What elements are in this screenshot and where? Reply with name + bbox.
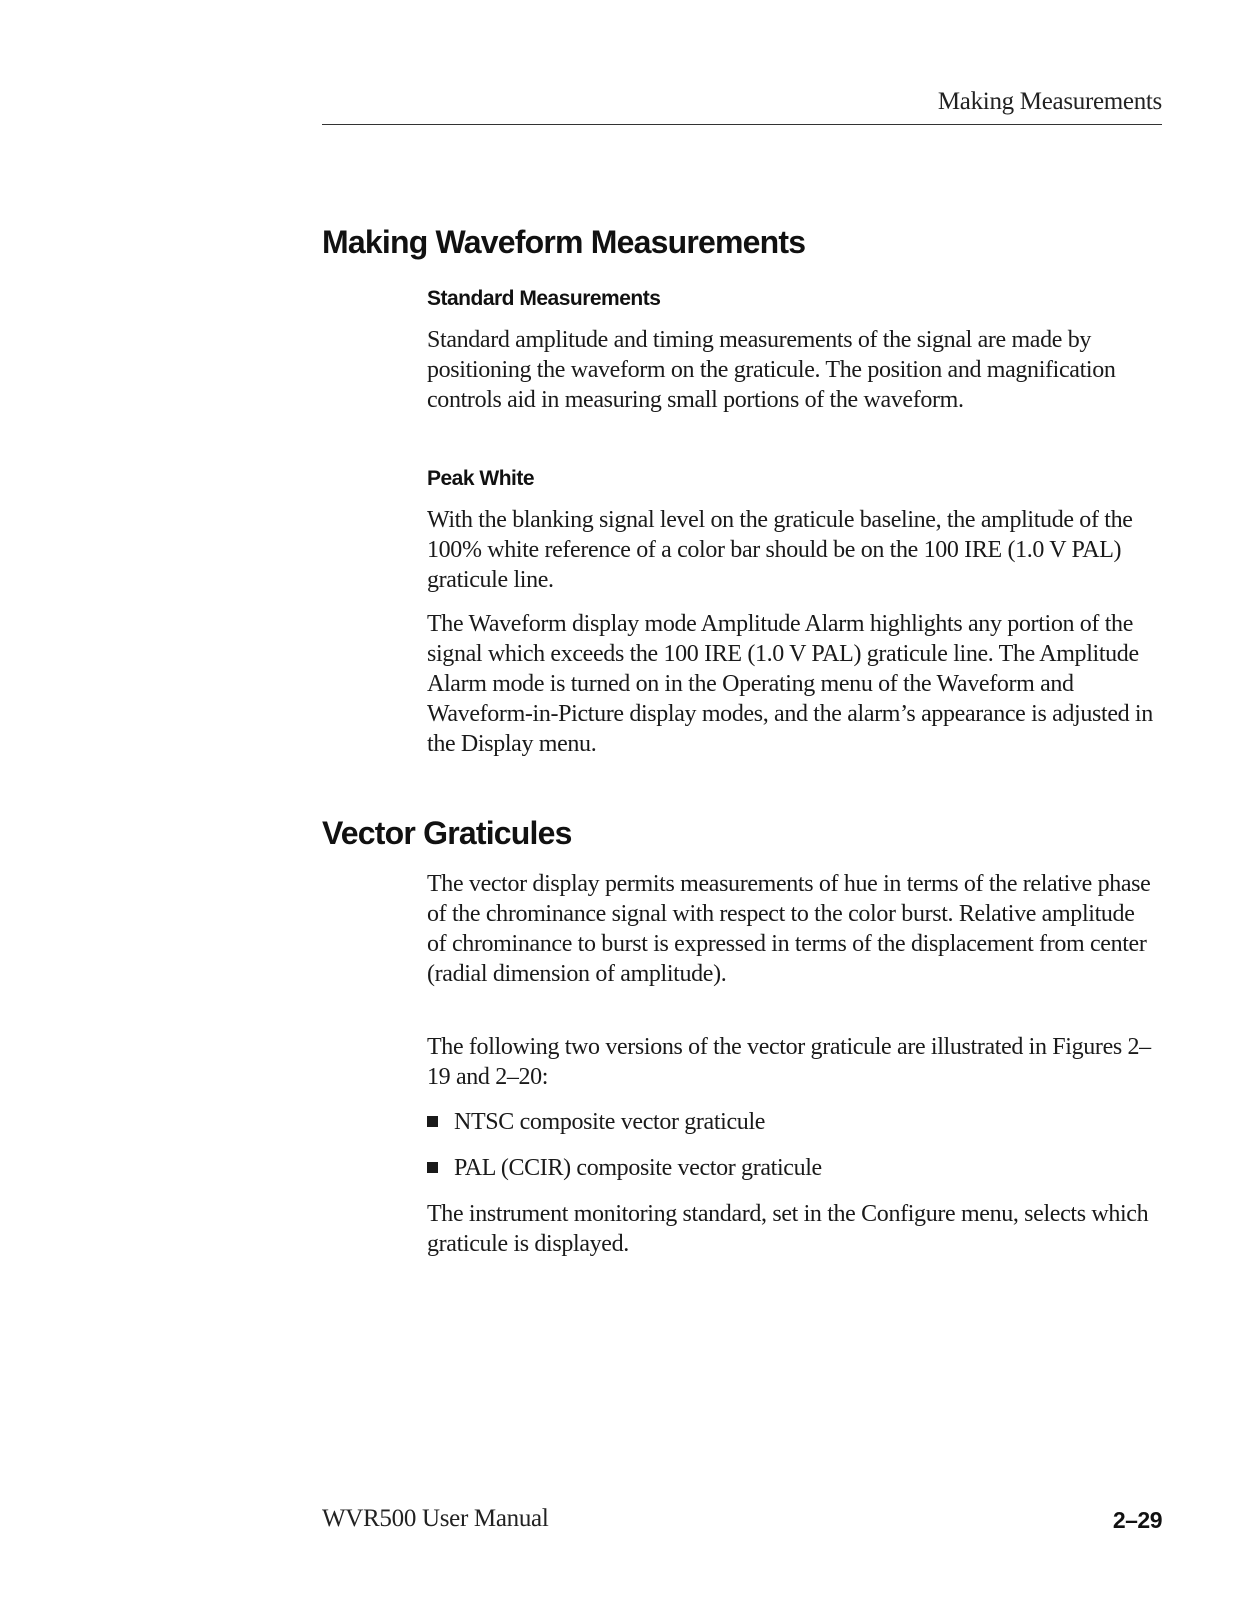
list-item-text: PAL (CCIR) composite vector graticule <box>454 1155 822 1181</box>
paragraph-graticule-versions: The following two versions of the vector graticule are illustrated in Figures 2–19 and 2–20: <box>427 1034 1151 1090</box>
list-item <box>427 1153 1157 1183</box>
footer-manual-name: WVR500 User Manual <box>322 1505 549 1532</box>
section-title-vector-graticules: Vector Graticules <box>322 815 572 851</box>
bullet-square-icon <box>427 1162 438 1173</box>
list-item-text: NTSC composite vector graticule <box>454 1109 766 1135</box>
paragraph-monitoring-standard: The instrument monitoring standard, set in the Configure menu, selects which graticule is displayed. <box>427 1201 1149 1257</box>
running-header: Making Measurements <box>937 88 1162 115</box>
subsection-title-peak-white: Peak White <box>427 467 535 490</box>
paragraph-standard-measurements: Standard amplitude and timing measurements of the signal are made by positioning the waveform on the graticule. The position and magnification controls aid in measuring small portions of the waveform. <box>427 327 1116 413</box>
bullet-square-icon <box>427 1116 438 1127</box>
paragraph-vector-display: The vector display permits measurements of hue in terms of the relative phase of the chrominance signal with respect to the color burst. Relative amplitude of chrominance to burst is expressed in terms of the displacement from center (radial dimension of amplitude). <box>427 871 1151 987</box>
paragraph-peak-white-1: With the blanking signal level on the graticule baseline, the amplitude of the 100% white reference of a color bar should be on the 100 IRE (1.0 V PAL) graticule line. <box>427 507 1133 593</box>
paragraph-peak-white-2: The Waveform display mode Amplitude Alarm highlights any portion of the signal which exceeds the 100 IRE (1.0 V PAL) graticule line. The Amplitude Alarm mode is turned on in the Operating menu of the Waveform and Waveform-in-Picture display modes, and the alarm’s appearance is adjusted in the Display menu. <box>427 611 1153 757</box>
list-item <box>427 1107 1157 1137</box>
section-title-waveform-measurements: Making Waveform Measurements <box>322 224 806 260</box>
subsection-title-standard-measurements: Standard Measurements <box>427 287 661 310</box>
header-rule <box>322 124 1162 125</box>
footer-page-number: 2–29 <box>1112 1507 1162 1533</box>
